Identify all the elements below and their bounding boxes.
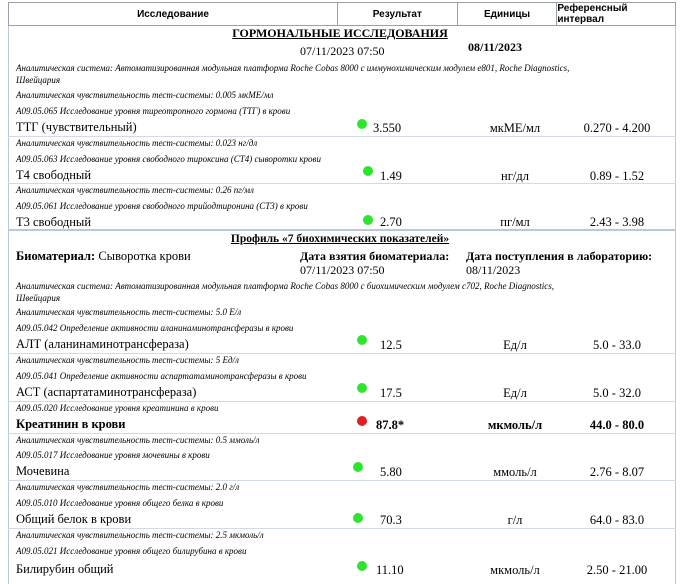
alt-ref: 5.0 - 33.0 <box>593 338 641 352</box>
hormonal-lab-date: 08/11/2023 <box>468 40 523 54</box>
hormonal-sample-date: 07/11/2023 07:50 <box>300 44 385 58</box>
creatinine-units: мкмоль/л <box>487 418 543 432</box>
t4-value: 1.49 <box>380 169 402 183</box>
t4-sensitivity: Аналитическая чувствительность тест-системы: 0.023 нг/дл <box>16 138 258 148</box>
urea-units: ммоль/л <box>493 465 537 479</box>
hormonal-system-line1: Аналитическая система: Автоматизированная модульная платформа Roche Cobas 8000 с иммунохимическим модулем e801, Roche Diagnostics, <box>16 63 570 73</box>
row-divider <box>8 528 676 529</box>
row-divider <box>8 480 676 481</box>
t3-value: 2.70 <box>380 215 402 229</box>
row-divider <box>8 401 676 402</box>
urea-sensitivity: Аналитическая чувствительность тест-системы: 0.5 ммоль/л <box>16 435 260 445</box>
ast-code: A09.05.041 Определение активности аспартатаминотрансферазы в крови <box>16 371 307 381</box>
row-divider <box>8 136 676 137</box>
creatinine-status-dot <box>357 416 367 426</box>
protein-status-dot <box>353 513 363 523</box>
biochem-system-line2: Швейцария <box>16 293 61 303</box>
ast-status-dot <box>357 383 367 393</box>
ast-value: 17.5 <box>380 386 402 400</box>
header-result: Результат <box>338 3 458 25</box>
bilirubin-name: Билирубин общий <box>16 562 114 576</box>
t4-code: A09.05.063 Исследование уровня свободного тироксина (СТ4) сыворотки крови <box>16 154 321 164</box>
bilirubin-value: 11.10 <box>376 563 404 577</box>
tsh-units: мкМЕ/мл <box>489 121 541 135</box>
protein-code: A09.05.010 Исследование уровня общего белка в крови <box>16 498 224 508</box>
urea-value: 5.80 <box>380 465 402 479</box>
t3-name: Т3 свободный <box>16 215 92 229</box>
alt-name: АЛТ (аланинаминотрансфераза) <box>16 337 189 351</box>
bilirubin-units: мкмоль/л <box>490 563 540 577</box>
header-reference: Референсный интервал <box>557 3 628 25</box>
protein-units: г/л <box>507 513 523 527</box>
urea-status-dot <box>353 462 363 472</box>
protein-sensitivity: Аналитическая чувствительность тест-системы: 2.0 г/л <box>16 482 240 492</box>
alt-value: 12.5 <box>380 338 402 352</box>
frame-left <box>8 26 9 584</box>
alt-code: A09.05.042 Определение активности аланинаминотрансферазы в крови <box>16 323 294 333</box>
creatinine-name: Креатинин в крови <box>16 417 126 431</box>
ast-sensitivity: Аналитическая чувствительность тест-системы: 5 Ед/л <box>16 355 239 365</box>
frame-right <box>675 26 676 584</box>
alt-status-dot <box>357 335 367 345</box>
table-header <box>8 2 676 26</box>
protein-ref: 64.0 - 83.0 <box>589 513 645 527</box>
t3-status-dot <box>363 215 373 225</box>
bilirubin-status-dot <box>357 561 367 571</box>
header-units: Единицы <box>458 3 558 25</box>
creatinine-value: 87.8* <box>376 418 405 432</box>
t3-units: пг/мл <box>500 215 530 229</box>
row-divider <box>8 353 676 354</box>
ast-units: Ед/л <box>503 386 527 400</box>
row-divider <box>8 183 676 184</box>
tsh-ref: 0.270 - 4.200 <box>583 121 651 135</box>
header-study: Исследование <box>9 3 338 25</box>
tsh-status-dot <box>357 119 367 129</box>
bilirubin-sensitivity: Аналитическая чувствительность тест-системы: 2.5 мкмоль/л <box>16 530 264 540</box>
urea-ref: 2.76 - 8.07 <box>589 465 645 479</box>
alt-sensitivity: Аналитическая чувствительность тест-системы: 5.0 Е/л <box>16 307 242 317</box>
ast-name: АСТ (аспартатаминотрансфераза) <box>16 385 197 399</box>
urea-code: A09.05.017 Исследование уровня мочевины в крови <box>16 450 210 460</box>
lab-date-label: Дата поступления в лабораторию: <box>466 249 653 263</box>
bilirubin-ref: 2.50 - 21.00 <box>586 563 648 577</box>
biomaterial-label: Биоматериал: <box>16 249 96 263</box>
t4-name: Т4 свободный <box>16 168 92 182</box>
alt-units: Ед/л <box>503 338 527 352</box>
tsh-sensitivity: Аналитическая чувствительность тест-системы: 0.005 мкМЕ/мл <box>16 90 274 100</box>
t3-ref: 2.43 - 3.98 <box>589 215 645 229</box>
sample-date-label: Дата взятия биоматериала: <box>300 249 450 263</box>
creatinine-code: A09.05.020 Исследование уровня креатинина в крови <box>16 403 219 413</box>
t4-ref: 0.89 - 1.52 <box>589 169 645 183</box>
creatinine-ref: 44.0 - 80.0 <box>589 418 645 432</box>
biochem-system-line1: Аналитическая система: Автоматизированная модульная платформа Roche Cobas 8000 с биохимическим модулем с702, Roche Diagnostics, <box>16 281 554 291</box>
t4-units: нг/дл <box>501 169 529 183</box>
hormonal-system-line2: Швейцария <box>16 75 61 85</box>
biochem-sample-date: 07/11/2023 07:50 <box>300 263 385 277</box>
protein-name: Общий белок в крови <box>16 512 132 526</box>
section-divider <box>8 229 676 231</box>
t4-status-dot <box>363 166 373 176</box>
ast-ref: 5.0 - 32.0 <box>593 386 641 400</box>
tsh-name: ТТГ (чувствительный) <box>16 120 137 134</box>
t3-sensitivity: Аналитическая чувствительность тест-системы: 0.26 пг/мл <box>16 185 254 195</box>
urea-name: Мочевина <box>16 464 70 478</box>
biochem-lab-date: 08/11/2023 <box>466 263 521 277</box>
tsh-value: 3.550 <box>373 121 402 135</box>
protein-value: 70.3 <box>380 513 402 527</box>
section-title-hormonal: ГОРМОНАЛЬНЫЕ ИССЛЕДОВАНИЯ <box>232 26 448 40</box>
biomaterial-value: Сыворотка крови <box>98 249 191 263</box>
section-title-biochem: Профиль «7 биохимических показателей» <box>230 233 450 245</box>
t3-code: A09.05.061 Исследование уровня свободного трийодтиронина (СТ3) в крови <box>16 201 308 211</box>
bilirubin-code: A09.05.021 Исследование уровня общего билирубина в крови <box>16 546 247 556</box>
row-divider <box>8 433 676 434</box>
biomaterial <box>16 250 191 263</box>
tsh-code: A09.05.065 Исследование уровня тиреотропного гормона (ТТГ) в крови <box>16 106 291 116</box>
